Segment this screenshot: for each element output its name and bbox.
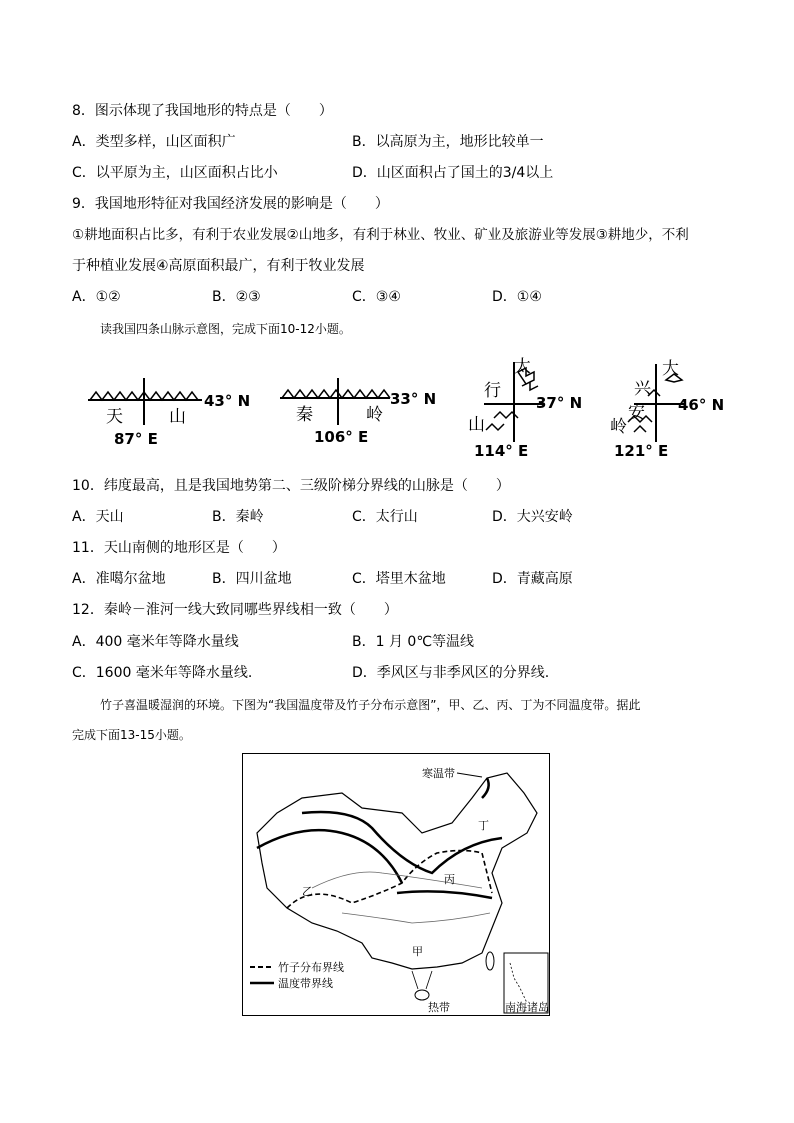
q10-stem: 10．纬度最高，且是我国地势第二、三级阶梯分界线的山脉是（ ） xyxy=(72,478,510,494)
q9-option-c: C．③④ xyxy=(352,289,401,305)
q9-statement-line2: 于种植业发展④高原面积最广，有利于牧业发展 xyxy=(72,258,365,274)
q11-option-b: B．四川盆地 xyxy=(212,571,292,587)
q10-option-d: D．大兴安岭 xyxy=(492,509,573,525)
qinling-char1: 秦 xyxy=(296,405,313,425)
q12-stem: 12．秦岭－淮河一线大致同哪些界线相一致（ ） xyxy=(72,602,398,618)
q9-option-a: A．①② xyxy=(72,289,121,305)
daxinganling-lat: 46° N xyxy=(678,396,725,414)
intro-10-12: 读我国四条山脉示意图，完成下面10-12小题。 xyxy=(100,322,351,336)
q11-option-d: D．青藏高原 xyxy=(492,571,573,587)
q8-stem: 8．图示体现了我国地形的特点是（ ） xyxy=(72,103,333,119)
q9-stem: 9．我国地形特征对我国经济发展的影响是（ ） xyxy=(72,196,389,212)
tianshan-char1: 天 xyxy=(106,407,123,427)
taihang-char3: 山 xyxy=(468,415,485,435)
qinling-lon: 106° E xyxy=(314,428,369,446)
legend-temp: 温度带界线 xyxy=(278,977,333,990)
legend-bamboo: 竹子分布界线 xyxy=(278,961,344,974)
qinling-diagram xyxy=(278,370,458,450)
q9-option-b: B．②③ xyxy=(212,289,261,305)
tianshan-char2: 山 xyxy=(169,407,186,427)
q8-option-a: A．类型多样，山区面积广 xyxy=(72,134,236,150)
qinling-char2: 岭 xyxy=(366,405,383,425)
taihang-char2: 行 xyxy=(484,381,501,401)
q8-option-d: D．山区面积占了国土的3/4以上 xyxy=(352,165,554,181)
daxinganling-char4: 岭 xyxy=(610,417,627,437)
q8-option-b: B．以高原为主，地形比较单一 xyxy=(352,134,544,150)
tianshan-diagram xyxy=(84,370,274,450)
tianshan-lat: 43° N xyxy=(204,392,251,410)
taihang-lon: 114° E xyxy=(474,442,529,460)
label-hanwen: 寒温带 xyxy=(422,767,455,780)
label-ding: 丁 xyxy=(478,819,489,832)
q10-option-c: C．太行山 xyxy=(352,509,418,525)
q11-option-c: C．塔里木盆地 xyxy=(352,571,446,587)
q12-option-d: D．季风区与非季风区的分界线. xyxy=(352,665,550,681)
label-bing: 丙 xyxy=(444,873,455,886)
label-yi: 乙 xyxy=(302,885,313,898)
label-jia: 甲 xyxy=(412,945,423,958)
q9-statement-line1: ①耕地面积占比多，有利于农业发展②山地多，有利于林业、牧业、矿业及旅游业等发展③耕地少，不利 xyxy=(72,227,689,243)
intro-13-15-line2: 完成下面13-15小题。 xyxy=(72,728,191,742)
q11-option-a: A．准噶尔盆地 xyxy=(72,571,166,587)
taihang-lat: 37° N xyxy=(536,394,583,412)
taihang-diagram xyxy=(464,352,594,464)
tianshan-lon: 87° E xyxy=(114,430,158,448)
daxinganling-lon: 121° E xyxy=(614,442,669,460)
q8-option-c: C．以平原为主，山区面积占比小 xyxy=(72,165,278,181)
q10-option-b: B．秦岭 xyxy=(212,509,264,525)
q10-option-a: A．天山 xyxy=(72,509,124,525)
q12-option-c: C．1600 毫米年等降水量线. xyxy=(72,665,253,681)
daxinganling-char2: 兴 xyxy=(634,379,651,399)
daxinganling-char1: 大 xyxy=(662,359,679,379)
label-nanhai: 南海诸岛 xyxy=(505,1001,549,1014)
intro-13-15-line1: 竹子喜温暖湿润的环境。下图为“我国温度带及竹子分布示意图”，甲、乙、丙、丁为不同温度带。据此 xyxy=(100,698,641,712)
q9-option-d: D．①④ xyxy=(492,289,542,305)
q12-option-a: A．400 毫米年等降水量线 xyxy=(72,634,239,650)
taihang-char1: 太 xyxy=(514,357,531,377)
q11-stem: 11．天山南侧的地形区是（ ） xyxy=(72,540,286,556)
qinling-lat: 33° N xyxy=(390,390,437,408)
daxinganling-diagram xyxy=(604,356,744,464)
label-tropical: 热带 xyxy=(428,1001,450,1014)
daxinganling-char3: 安 xyxy=(628,403,645,423)
q12-option-b: B．1 月 0℃等温线 xyxy=(352,634,475,650)
temperature-zone-map xyxy=(242,753,552,1017)
